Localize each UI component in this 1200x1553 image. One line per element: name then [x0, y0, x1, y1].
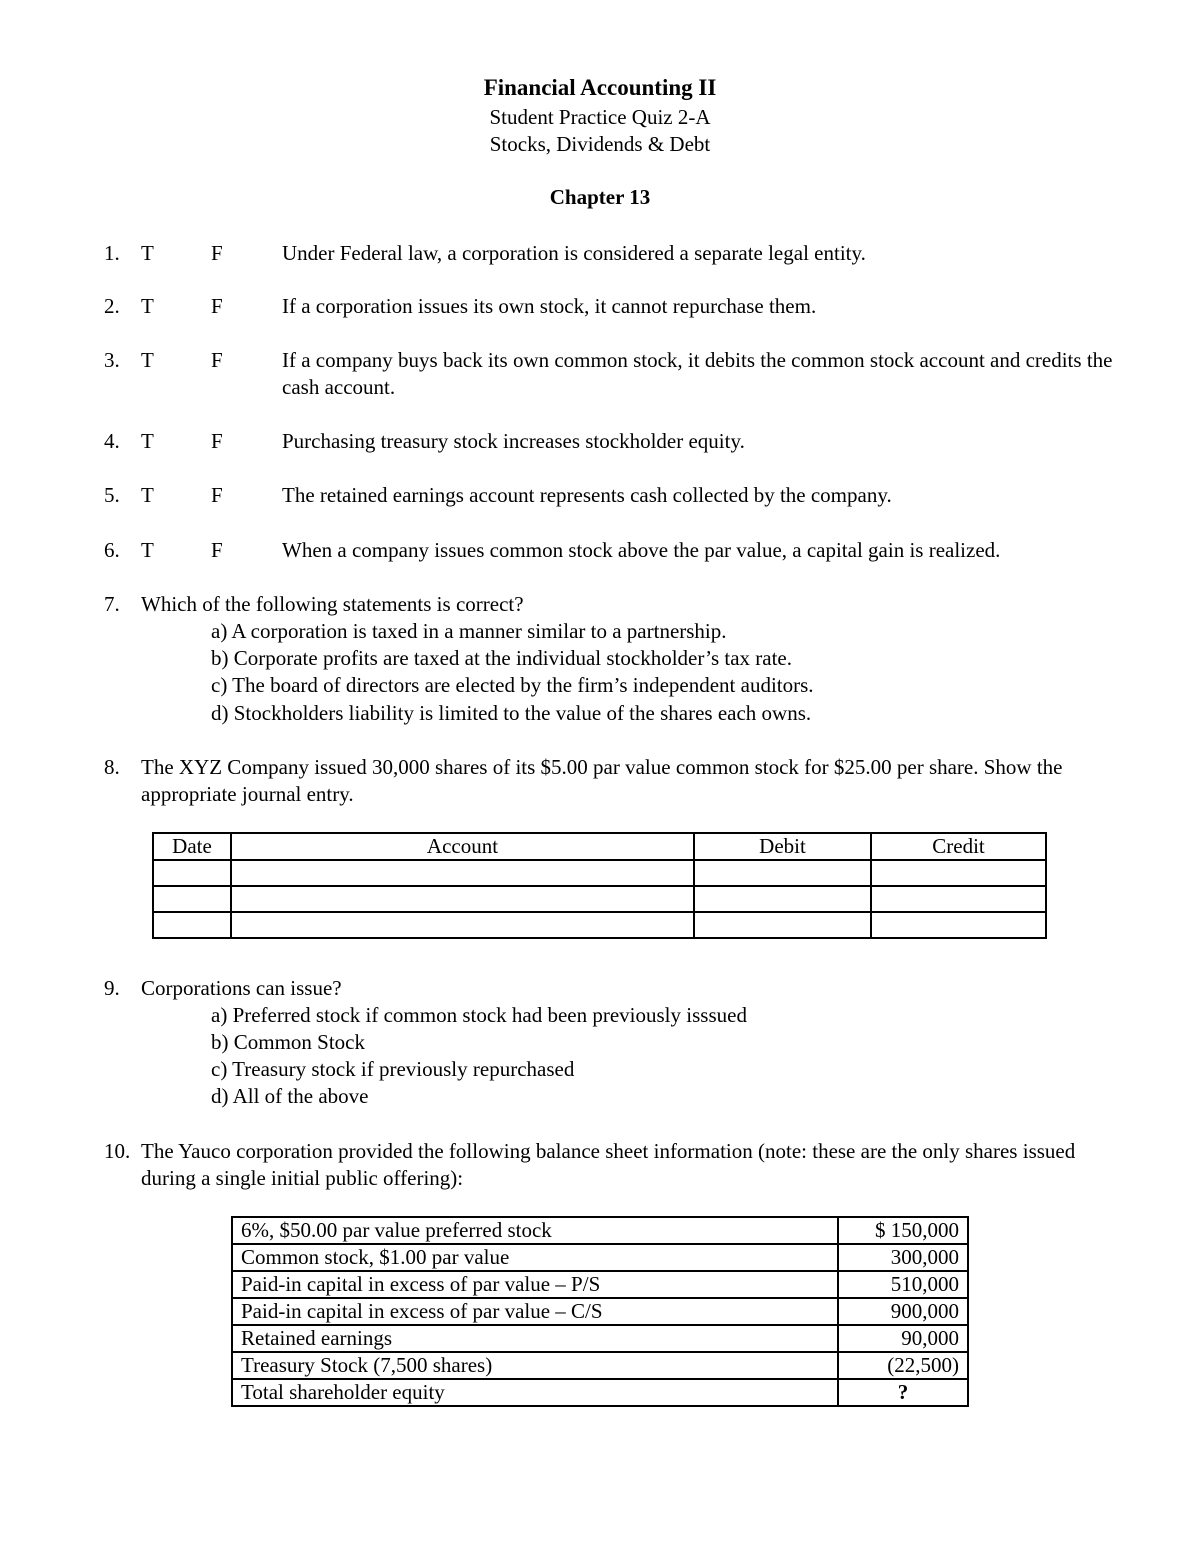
- question-number: 10.: [104, 1139, 131, 1163]
- true-option[interactable]: T: [141, 348, 154, 372]
- question-number: 1.: [104, 241, 120, 265]
- credit-cell[interactable]: [871, 860, 1046, 886]
- q9-option-a[interactable]: a) Preferred stock if common stock had been previously isssued: [211, 1003, 747, 1027]
- false-option[interactable]: F: [211, 241, 223, 265]
- q7-option-a[interactable]: a) A corporation is taxed in a manner similar to a partnership.: [211, 619, 727, 643]
- balance-row: [232, 1217, 968, 1244]
- question-statement: If a corporation issues its own stock, it cannot repurchase them.: [282, 294, 817, 318]
- journal-entry-table: [152, 832, 1047, 939]
- date-cell[interactable]: [153, 886, 231, 912]
- document-topic: Stocks, Dividends & Debt: [489, 132, 711, 156]
- q9-option-c[interactable]: c) Treasury stock if previously repurchased: [211, 1057, 575, 1081]
- q9-option-d[interactable]: d) All of the above: [211, 1084, 369, 1108]
- account-cell[interactable]: [231, 860, 694, 886]
- question-number: 4.: [104, 429, 120, 453]
- date-cell[interactable]: [153, 912, 231, 938]
- document-subtitle: Student Practice Quiz 2-A: [489, 105, 711, 129]
- question-statement: Under Federal law, a corporation is considered a separate legal entity.: [282, 241, 866, 265]
- true-option[interactable]: T: [141, 429, 154, 453]
- balance-label: Treasury Stock (7,500 shares): [232, 1352, 838, 1379]
- balance-label: 6%, $50.00 par value preferred stock: [232, 1217, 838, 1244]
- journal-header-row: [153, 833, 1046, 860]
- balance-label: Common stock, $1.00 par value: [232, 1244, 838, 1271]
- true-option[interactable]: T: [141, 538, 154, 562]
- false-option[interactable]: F: [211, 538, 223, 562]
- journal-row: [153, 860, 1046, 886]
- debit-cell[interactable]: [694, 886, 871, 912]
- balance-label: Paid-in capital in excess of par value – P/S: [232, 1271, 838, 1298]
- date-header: Date: [153, 833, 231, 860]
- question-number: 5.: [104, 483, 120, 507]
- document-title: Financial Accounting II: [483, 75, 717, 100]
- question-text: Corporations can issue?: [141, 976, 342, 1000]
- q9-option-b[interactable]: b) Common Stock: [211, 1030, 366, 1054]
- date-cell[interactable]: [153, 860, 231, 886]
- balance-row: [232, 1298, 968, 1325]
- question-statement: The retained earnings account represents cash collected by the company.: [282, 483, 892, 507]
- balance-total-row: [232, 1379, 968, 1406]
- question-statement: If a company buys back its own common stock, it debits the common stock account and credits the cash account.: [282, 348, 1113, 399]
- balance-amount: 510,000: [838, 1271, 968, 1298]
- balance-amount: 900,000: [838, 1298, 968, 1325]
- question-number: 6.: [104, 538, 120, 562]
- balance-row: [232, 1271, 968, 1298]
- account-cell[interactable]: [231, 912, 694, 938]
- true-option[interactable]: T: [141, 294, 154, 318]
- question-number: 7.: [104, 592, 120, 616]
- question-number: 8.: [104, 755, 120, 779]
- question-number: 3.: [104, 348, 120, 372]
- balance-sheet-table: [231, 1216, 969, 1407]
- journal-row: [153, 912, 1046, 938]
- debit-cell[interactable]: [694, 912, 871, 938]
- balance-label: Retained earnings: [232, 1325, 838, 1352]
- balance-amount: 90,000: [838, 1325, 968, 1352]
- balance-label: Paid-in capital in excess of par value – C/S: [232, 1298, 838, 1325]
- balance-row: [232, 1244, 968, 1271]
- question-text: The XYZ Company issued 30,000 shares of its $5.00 par value common stock for $25.00 per share. Show the appropriate journal entry.: [141, 755, 1063, 806]
- question-statement: Purchasing treasury stock increases stockholder equity.: [282, 429, 745, 453]
- debit-cell[interactable]: [694, 860, 871, 886]
- total-answer[interactable]: ?: [838, 1379, 968, 1406]
- credit-cell[interactable]: [871, 912, 1046, 938]
- true-option[interactable]: T: [141, 241, 154, 265]
- false-option[interactable]: F: [211, 348, 223, 372]
- false-option[interactable]: F: [211, 294, 223, 318]
- debit-header: Debit: [694, 833, 871, 860]
- question-number: 9.: [104, 976, 120, 1000]
- question-text: The Yauco corporation provided the following balance sheet information (note: these are the only shares issued during a single initial public offering):: [141, 1139, 1076, 1190]
- balance-amount: 300,000: [838, 1244, 968, 1271]
- balance-row: [232, 1325, 968, 1352]
- balance-amount: $ 150,000: [838, 1217, 968, 1244]
- chapter-heading: Chapter 13: [549, 185, 651, 209]
- balance-label: Total shareholder equity: [232, 1379, 838, 1406]
- true-option[interactable]: T: [141, 483, 154, 507]
- q7-option-c[interactable]: c) The board of directors are elected by the firm’s independent auditors.: [211, 673, 814, 697]
- balance-row: [232, 1352, 968, 1379]
- question-text: Which of the following statements is correct?: [141, 592, 524, 616]
- false-option[interactable]: F: [211, 483, 223, 507]
- journal-row: [153, 886, 1046, 912]
- q7-option-b[interactable]: b) Corporate profits are taxed at the individual stockholder’s tax rate.: [211, 646, 793, 670]
- account-header: Account: [231, 833, 694, 860]
- balance-amount: (22,500): [838, 1352, 968, 1379]
- account-cell[interactable]: [231, 886, 694, 912]
- q7-option-d[interactable]: d) Stockholders liability is limited to the value of the shares each owns.: [211, 701, 812, 725]
- credit-header: Credit: [871, 833, 1046, 860]
- false-option[interactable]: F: [211, 429, 223, 453]
- question-statement: When a company issues common stock above the par value, a capital gain is realized.: [282, 538, 1001, 562]
- question-number: 2.: [104, 294, 120, 318]
- credit-cell[interactable]: [871, 886, 1046, 912]
